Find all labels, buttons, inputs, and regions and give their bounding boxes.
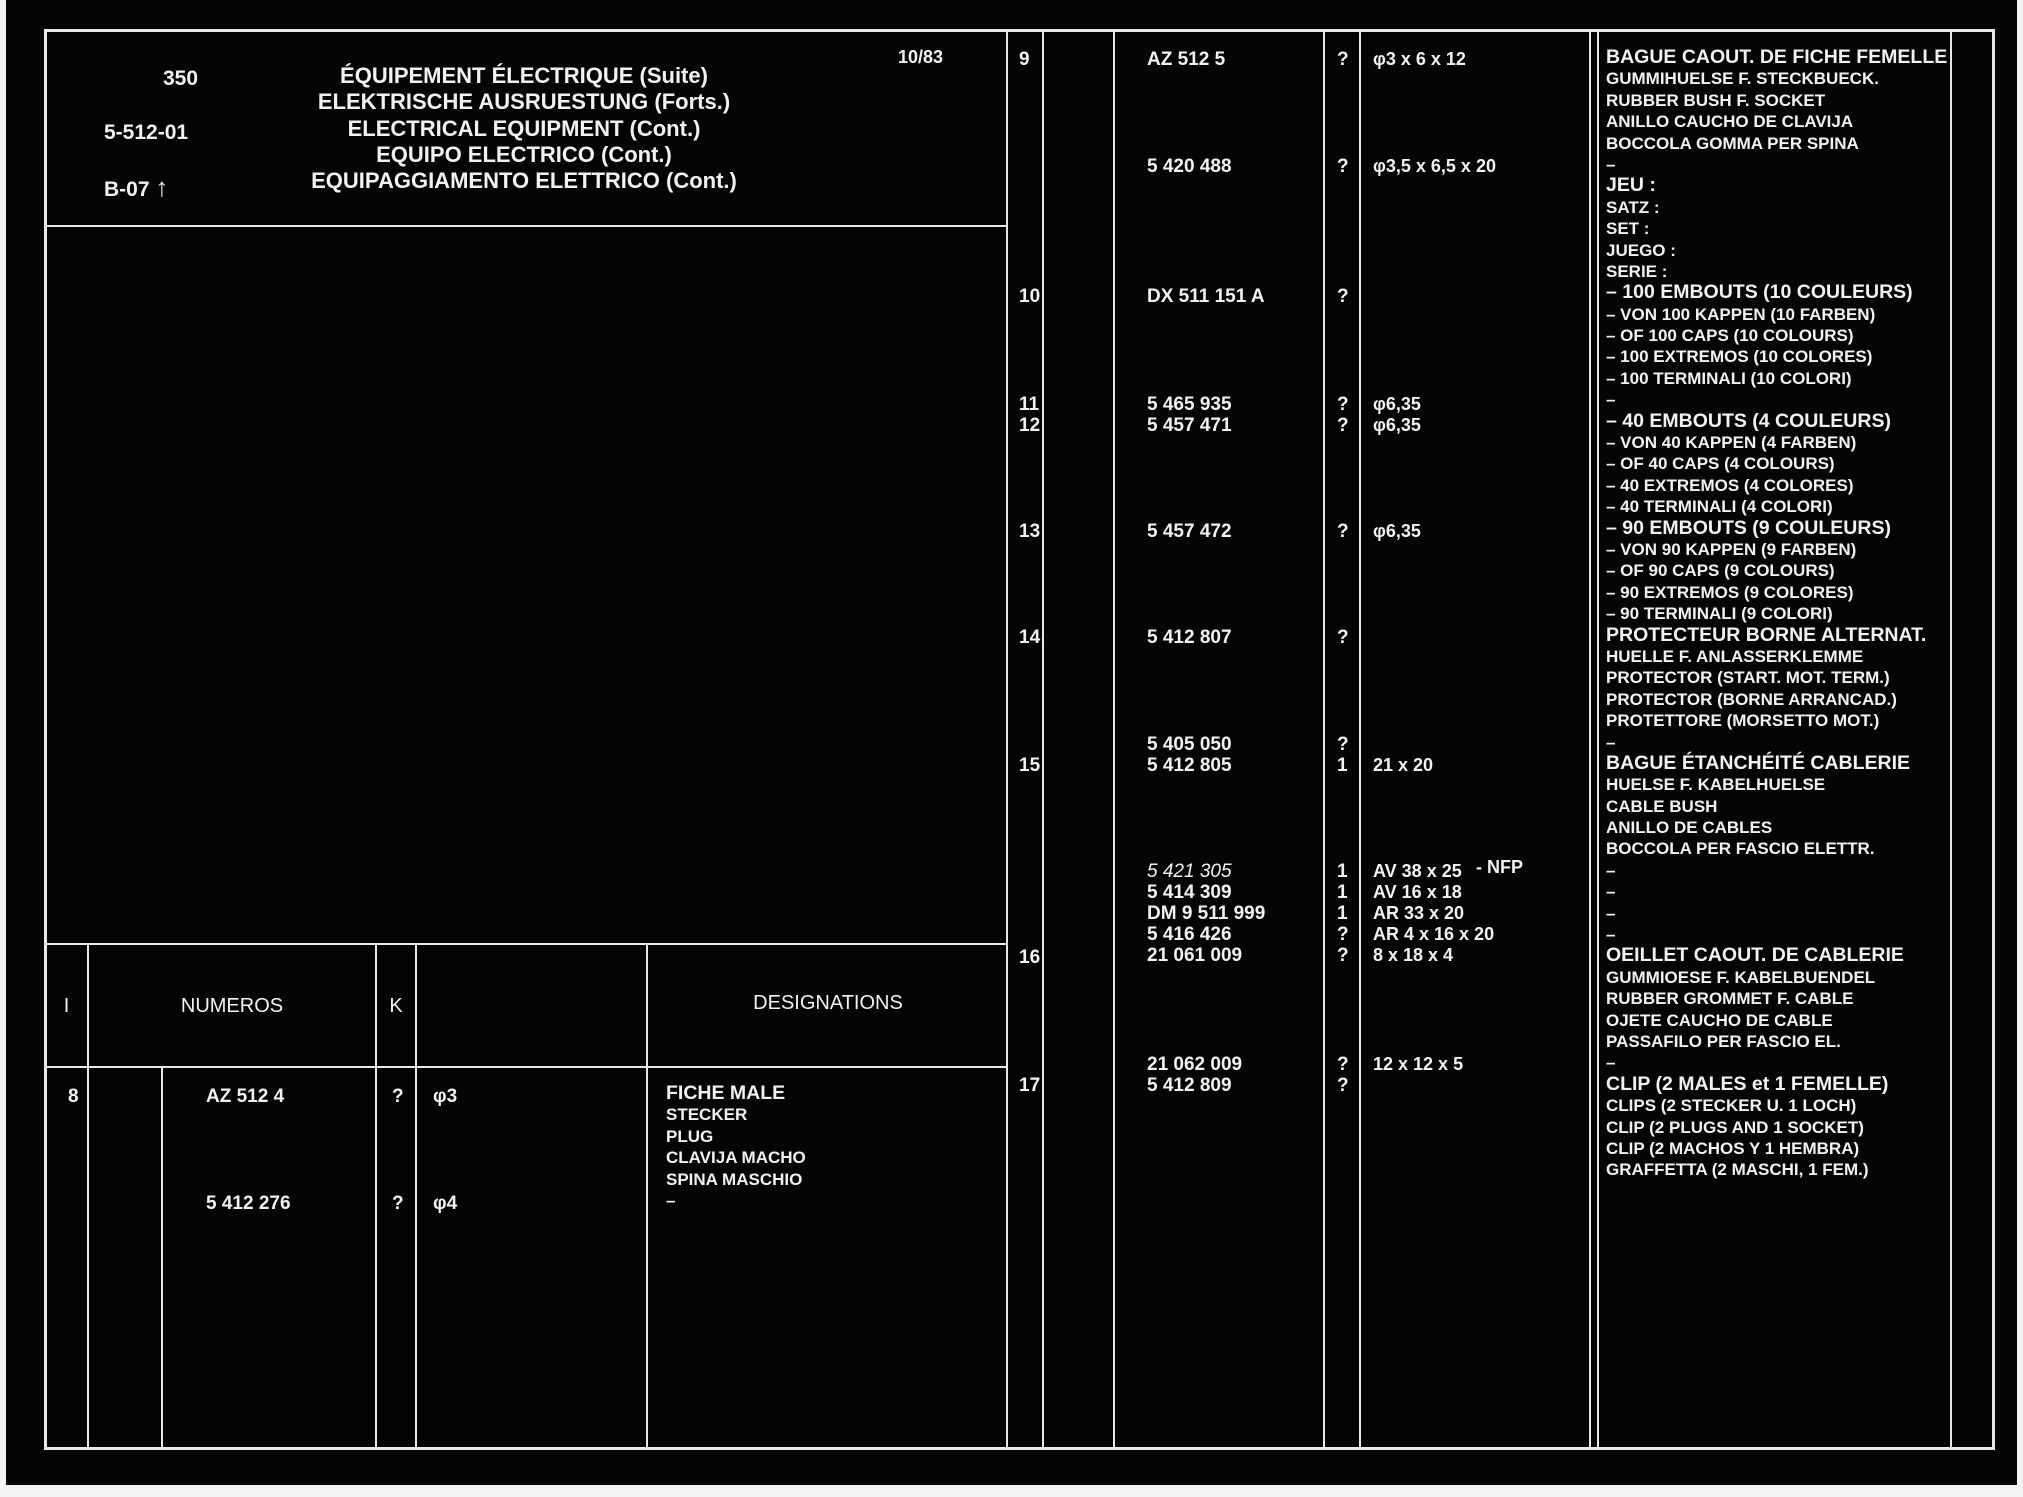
row-numbers: 5 421 305 [1147,861,1232,882]
designation-line: ANILLO DE CABLES [1606,818,1773,838]
designation-line: – [1606,860,1616,880]
left-col-line-1 [87,943,89,1450]
designation-line: PROTECTEUR BORNE ALTERNAT. [1606,623,1927,646]
designation-line: GRAFFETTA (2 MASCHI, 1 FEM.) [1606,1160,1869,1180]
designation-line: – 40 EMBOUTS (4 COULEURS) [1606,409,1891,432]
row-size: φ3 x 6 x 12 [1373,49,1466,69]
designation-line: – 90 TERMINALI (9 COLORI) [1606,604,1833,624]
designation-line: – [1606,390,1616,410]
row-k: ? [1337,945,1349,966]
row-numbers: 21 062 009 [1147,1054,1243,1075]
left-designation-block [666,1083,806,1211]
designation-line: CLIP (2 MACHOS Y 1 HEMBRA) [1606,1138,1860,1158]
title-it: EQUIPAGGIAMENTO ELETTRICO (Cont.) [311,168,737,193]
title-en: ELECTRICAL EQUIPMENT (Cont.) [347,116,701,141]
row-numbers: 5 412 809 [1147,1075,1232,1096]
center-divider-a [1006,29,1008,1450]
row-k: ? [1337,1075,1349,1096]
row-k: ? [1337,734,1349,755]
row-numbers: 5 412 807 [1147,627,1232,648]
row-index: 16 [1019,947,1041,968]
designation-line: GUMMIOESE F. KABELBUENDEL [1606,967,1876,987]
row-k: 1 [1337,882,1348,903]
right-col-line-2 [1323,29,1325,1450]
row-k: ? [1337,521,1349,542]
row-numbers: 5 414 309 [1147,882,1232,903]
row-size: φ6,35 [1373,394,1421,414]
row-k: ? [1337,394,1349,415]
row-k: ? [1337,49,1349,70]
designation-line: – OF 40 CAPS (4 COLOURS) [1606,454,1835,474]
row-size: AR 33 x 20 [1373,903,1465,923]
row-size: AR 4 x 16 x 20 [1373,924,1495,944]
designation-line: – [1606,1053,1616,1073]
designation-line: PROTECTOR (BORNE ARRANCAD.) [1606,689,1897,709]
designation-line: ANILLO CAUCHO DE CLAVIJA [1606,112,1854,132]
designation-line: – VON 100 KAPPEN (10 FARBEN) [1606,304,1876,324]
right-col-line-6 [1950,29,1952,1450]
designation-line: – 90 EXTREMOS (9 COLORES) [1606,582,1854,602]
designation-line: BOCCOLA GOMMA PER SPINA [1606,133,1859,153]
reference-code: B-07 [104,178,150,201]
left-row-8b-numbers: 5 412 276 [206,1193,291,1214]
designation-line: – 100 EMBOUTS (10 COULEURS) [1606,281,1913,304]
designation-line: HUELLE F. ANLASSERKLEMME [1606,646,1864,666]
arrow-up-icon: ↑ [155,172,169,202]
designation-line: – [1606,154,1616,174]
designation-line: SATZ : [1606,197,1660,217]
row-size: AV 38 x 25 [1373,861,1462,881]
row-index: 10 [1019,286,1041,307]
row-k: 1 [1337,861,1348,882]
designation-line: CLAVIJA MACHO [666,1148,806,1168]
designation-line: SPINA MASCHIO [666,1169,803,1189]
row-size: 8 x 18 x 4 [1373,945,1454,965]
row-index: 13 [1019,521,1041,542]
designation-line: – OF 100 CAPS (10 COLOURS) [1606,326,1854,346]
right-col-line-3 [1359,29,1361,1450]
reference [104,174,168,200]
row-numbers: DX 511 151 A [1147,286,1265,307]
frame-top [44,29,1995,32]
row-numbers: 5 457 472 [1147,521,1232,542]
frame-bottom [44,1447,1995,1450]
designation-line: – 100 EXTREMOS (10 COLORES) [1606,347,1873,367]
title-fr: ÉQUIPEMENT ÉLECTRIQUE (Suite) [340,63,708,88]
row-index: 9 [1019,49,1030,70]
revision-date: 10/83 [898,47,944,67]
row-numbers: 5 405 050 [1147,734,1232,755]
designation-line: PASSAFILO PER FASCIO EL. [1606,1031,1841,1051]
right-designation-block [1606,47,1947,1181]
title-es: EQUIPO ELECTRICO (Cont.) [376,142,672,167]
left-col-line-5 [646,943,648,1450]
row-k: ? [1337,924,1349,945]
right-col-line-1 [1113,29,1115,1450]
left-row-8b-size: φ4 [433,1193,458,1214]
designation-line: – 90 EMBOUTS (9 COULEURS) [1606,516,1891,539]
designation-line: – [1606,903,1616,923]
page-number: 350 [163,67,199,90]
header-designations: DESIGNATIONS [753,992,903,1014]
row-size: φ6,35 [1373,521,1421,541]
header-index: I [63,995,70,1017]
designation-line: JEU : [1606,174,1656,197]
designation-line: CABLE BUSH [1606,796,1718,816]
row-size: φ3,5 x 6,5 x 20 [1373,156,1496,176]
row-numbers: DM 9 511 999 [1147,903,1266,924]
row-size: 21 x 20 [1373,755,1434,775]
row-numbers: 21 061 009 [1147,945,1243,966]
row-numbers: AZ 512 5 [1147,49,1226,70]
designation-line: HUELSE F. KABELHUELSE [1606,775,1826,795]
left-col-line-2 [161,1066,163,1450]
left-row-8b-k: ? [392,1193,404,1214]
row-size: φ6,35 [1373,415,1421,435]
row-k: ? [1337,1054,1349,1075]
designation-line: BOCCOLA PER FASCIO ELETTR. [1606,839,1875,859]
row-numbers: 5 465 935 [1147,394,1232,415]
designation-line: PROTETTORE (MORSETTO MOT.) [1606,711,1880,731]
row-k: 1 [1337,755,1348,776]
designation-line: – 40 TERMINALI (4 COLORI) [1606,497,1833,517]
designation-line: BAGUE ÉTANCHÉITÉ CABLERIE [1606,751,1911,774]
designation-line: – [666,1190,676,1210]
designation-line: – [1606,732,1616,752]
row-index: 15 [1019,755,1041,776]
group-code: 5-512-01 [104,121,189,144]
designation-line: OJETE CAUCHO DE CABLE [1606,1010,1833,1030]
designation-line: – [1606,925,1616,945]
designation-line: CLIPS (2 STECKER U. 1 LOCH) [1606,1096,1857,1116]
row-numbers: 5 420 488 [1147,156,1232,177]
designation-line: – 100 TERMINALI (10 COLORI) [1606,368,1852,388]
left-row-8-numbers: AZ 512 4 [206,1086,285,1107]
designation-line: PLUG [666,1126,714,1146]
right-col-line-5 [1597,29,1599,1450]
left-col-line-3 [375,943,377,1450]
row-note: - NFP [1476,857,1523,877]
designation-line: – [1606,882,1616,902]
designation-line: GUMMIHUELSE F. STECKBUECK. [1606,69,1879,89]
table-header-top [44,943,1007,945]
designation-line: OEILLET CAOUT. DE CABLERIE [1606,944,1904,967]
designation-line: FICHE MALE [666,1082,786,1104]
designation-line: STECKER [666,1105,748,1125]
table-header-bottom [44,1066,1007,1068]
designation-line: RUBBER BUSH F. SOCKET [1606,90,1826,110]
title-de: ELEKTRISCHE AUSRUESTUNG (Forts.) [317,89,731,114]
designation-line: BAGUE CAOUT. DE FICHE FEMELLE [1606,46,1948,68]
right-col-line-4 [1589,29,1591,1450]
row-k: ? [1337,627,1349,648]
designation-line: CLIP (2 MALES et 1 FEMELLE) [1606,1072,1889,1095]
left-col-line-4 [415,943,417,1450]
row-numbers: 5 416 426 [1147,924,1232,945]
row-size: 12 x 12 x 5 [1373,1054,1464,1074]
designation-line: – VON 40 KAPPEN (4 FARBEN) [1606,433,1857,453]
designation-line: – OF 90 CAPS (9 COLOURS) [1606,561,1835,581]
row-numbers: 5 457 471 [1147,415,1232,436]
row-k: ? [1337,415,1349,436]
header-divider [44,225,1007,227]
designation-line: RUBBER GROMMET F. CABLE [1606,989,1854,1009]
row-k: ? [1337,156,1349,177]
header-k: K [389,995,403,1017]
frame-left [44,29,47,1450]
left-row-8-index: 8 [68,1086,79,1107]
row-k: ? [1337,286,1349,307]
designation-line: – VON 90 KAPPEN (9 FARBEN) [1606,539,1857,559]
row-index: 14 [1019,627,1041,648]
parts-sheet [6,0,2017,1485]
row-index: 11 [1019,394,1040,415]
frame-right [1992,29,1995,1450]
row-size: AV 16 x 18 [1373,882,1462,902]
row-k: 1 [1337,903,1348,924]
designation-line: CLIP (2 PLUGS AND 1 SOCKET) [1606,1117,1864,1137]
row-index: 17 [1019,1075,1041,1096]
designation-line: SET : [1606,219,1650,239]
designation-line: JUEGO : [1606,240,1676,260]
designation-line: – 40 EXTREMOS (4 COLORES) [1606,475,1854,495]
left-row-8-k: ? [392,1086,404,1107]
row-numbers: 5 412 805 [1147,755,1232,776]
designation-line: SERIE : [1606,261,1668,281]
row-index: 12 [1019,415,1041,436]
left-row-8-size: φ3 [433,1086,458,1107]
center-divider-b [1042,29,1044,1450]
designation-line: PROTECTOR (START. MOT. TERM.) [1606,668,1890,688]
header-numbers: NUMEROS [180,995,284,1017]
